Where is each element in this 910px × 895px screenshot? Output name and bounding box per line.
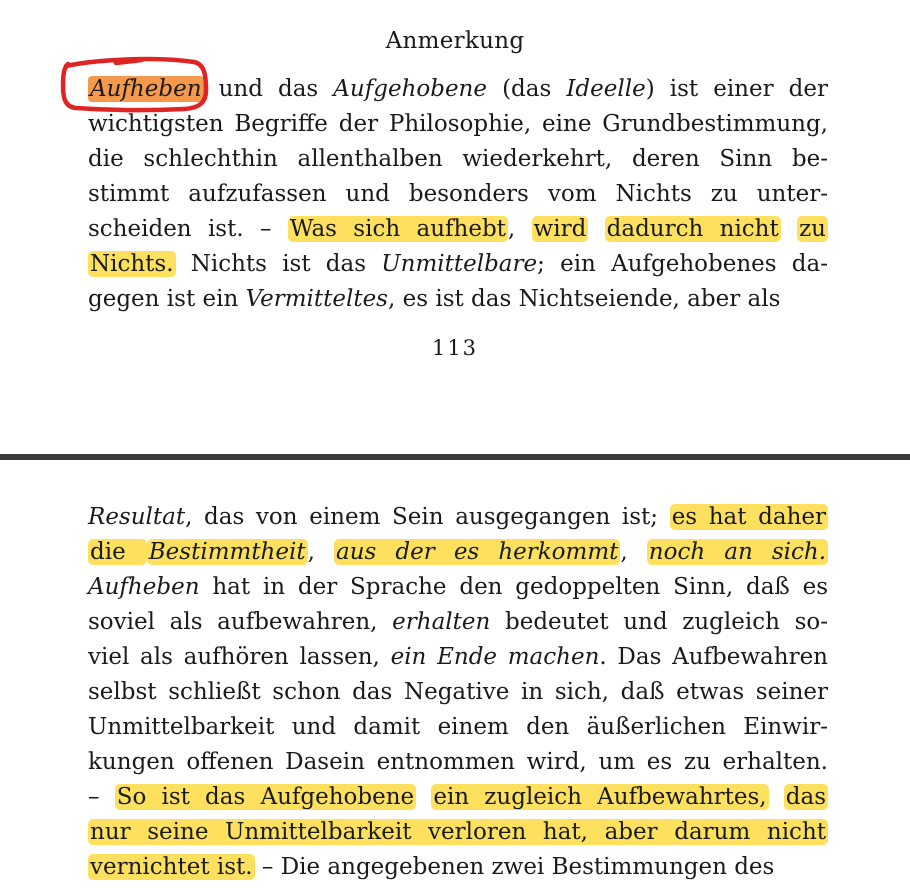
text-run: [588, 216, 604, 242]
highlighted-text: noch an sich.: [648, 539, 827, 565]
highlighted-text: vernichtet ist.: [90, 854, 253, 880]
highlighted-text: ein zugleich Aufbewahrtes,: [433, 784, 767, 810]
text-run: Aufheben: [88, 574, 200, 600]
text-line: [88, 850, 828, 885]
highlighted-text: es hat daher: [671, 504, 826, 530]
text-line: [88, 640, 828, 675]
text-run: selbst schließt schon das Negative in sich, daß etwas seiner: [88, 679, 828, 705]
text-run: [416, 784, 431, 810]
text-run: Ideelle: [566, 76, 646, 102]
highlighted-text: dadurch nicht: [606, 216, 779, 242]
text-line: [88, 177, 828, 212]
text-run: wichtigsten Begriffe der Philosophie, eine Grundbestimmung,: [88, 111, 828, 137]
text-run: ,: [307, 539, 334, 565]
text-run: , das von einem Sein ausgegangen ist;: [185, 504, 670, 530]
highlighted-text: nur seine Unmittelbarkeit verloren hat, aber darum nicht: [90, 819, 826, 845]
text-run: Vermitteltes: [245, 286, 388, 312]
text-run: ,: [507, 216, 532, 242]
text-line: [88, 72, 828, 107]
text-line: [88, 107, 828, 142]
text-run: ; ein Aufgehobenes da-: [537, 251, 828, 277]
text-run: , es ist das Nichtseiende, aber als: [388, 286, 781, 312]
text-run: Nichts ist das: [175, 251, 382, 277]
section-heading: Anmerkung: [385, 28, 525, 54]
circled-annotation: [88, 72, 204, 107]
text-run: erhalten: [392, 609, 491, 635]
text-run: –: [88, 784, 115, 810]
text-run: gegen ist ein: [88, 286, 246, 312]
highlighted-text: das: [785, 784, 827, 810]
bottom-page-text: [88, 500, 828, 885]
text-run: [769, 784, 784, 810]
highlighted-text: die: [90, 539, 145, 565]
highlighted-text: aus der es herkommt: [336, 539, 619, 565]
text-line: [88, 500, 828, 535]
text-run: scheiden ist. –: [88, 216, 288, 242]
page-number: 113: [431, 336, 479, 360]
text-line: [88, 605, 828, 640]
text-run: [781, 216, 797, 242]
text-run: bedeutet und zugleich so-: [490, 609, 828, 635]
text-line: [88, 815, 828, 850]
text-run: die schlechthin allenthalben wiederkehrt, deren Sinn be-: [88, 146, 828, 172]
highlighted-text: Bestimmtheit: [148, 539, 306, 565]
text-run: . Das Aufbewahren: [599, 644, 828, 670]
text-run: kungen offenen Dasein entnommen wird, um es zu erhalten.: [88, 749, 828, 775]
highlighted-term: Aufheben: [90, 76, 202, 102]
text-run: ,: [620, 539, 647, 565]
text-run: hat in der Sprache den gedoppelten Sinn, daß es: [199, 574, 828, 600]
text-line: [88, 535, 828, 570]
text-line: [88, 745, 828, 780]
highlighted-text: zu: [799, 216, 826, 242]
text-run: Resultat: [88, 504, 186, 530]
text-line: [88, 212, 828, 247]
highlighted-text: wird: [533, 216, 587, 242]
text-run: (das: [487, 76, 567, 102]
text-run: ) ist einer der: [645, 76, 828, 102]
bottom-page: [0, 460, 910, 895]
text-run: stimmt aufzufassen und besonders vom Nichts zu unter-: [88, 181, 828, 207]
highlighted-text: Was sich aufhebt: [289, 216, 506, 242]
text-run: ein Ende machen: [390, 644, 600, 670]
text-run: – Die angegebenen zwei Bestimmungen des: [254, 854, 775, 880]
text-run: viel als aufhören lassen,: [88, 644, 391, 670]
text-line: [88, 570, 828, 605]
text-line: [88, 780, 828, 815]
text-line: [88, 142, 828, 177]
highlighted-text: So ist das Aufgehobene: [116, 784, 415, 810]
text-line: [88, 282, 828, 317]
text-line: [88, 247, 828, 282]
text-line: [88, 710, 828, 745]
text-run: soviel als aufbewahren,: [88, 609, 393, 635]
text-run: Aufgehobene: [333, 76, 487, 102]
text-run: Unmittelbarkeit und damit einem den äußerlichen Einwir-: [88, 714, 828, 740]
text-run: Unmittelbare: [381, 251, 538, 277]
highlighted-text: Nichts.: [90, 251, 174, 277]
text-line: [88, 675, 828, 710]
top-page-text: [88, 72, 828, 317]
text-run: und das: [203, 76, 334, 102]
